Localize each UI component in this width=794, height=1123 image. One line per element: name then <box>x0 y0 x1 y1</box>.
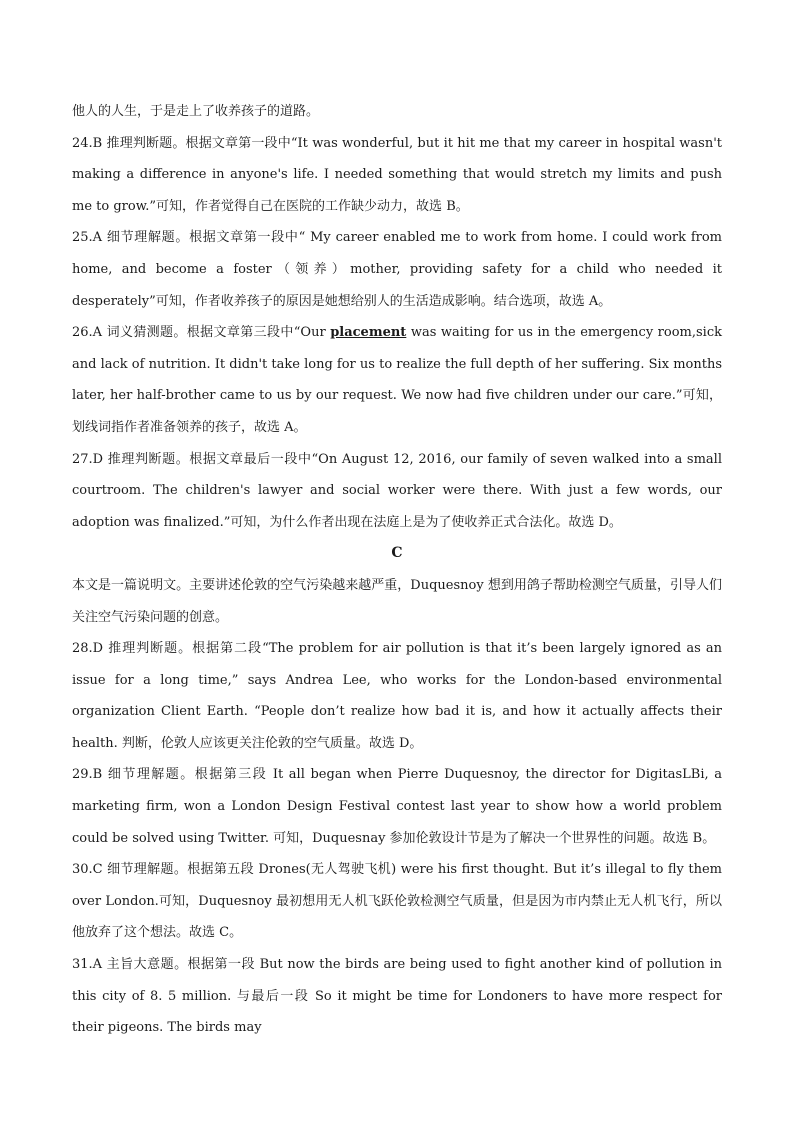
paragraph-continuation: 他人的人生，于是走上了收养孩子的道路。 <box>72 104 320 119</box>
answer-29-explanation: 29.B 细节理解题。根据第三段 It all began when Pierre Duquesnoy, the director for DigitasLBi, a marketing firm, won a London Design Festival contest last year to show how a world problem could be solved using Twitter. 可知，Duquesnay 参加伦敦设计节是为了解决一个世界性的问题。故选 B。 <box>72 767 722 846</box>
answer-24-explanation: 24.B 推理判断题。根据文章第一段中“It was wonderful, but it hit me that my career in hospital wasn't making a difference in anyone's life. I needed something that would stretch my limits and push me to grow.”可知，作者觉得自己在医院的工作缺少动力，故选 B。 <box>72 135 722 214</box>
passage-c-intro: 本文是一篇说明文。主要讲述伦敦的空气污染越来越严重，Duquesnoy 想到用鸽子帮助检测空气质量，引导人们关注空气污染问题的创意。 <box>72 577 722 625</box>
answer-28-explanation: 28.D 推理判断题。根据第二段“The problem for air pollution is that it’s been largely ignored as an issue for a long time,” says Andrea Lee, who works for the London-based environmental organization Client Earth. “People don’t realize how bad it is, and how it actually affects their health. 判断，伦敦人应该更关注伦敦的空气质量。故选 D。 <box>72 641 722 751</box>
answer-26-text-before: 26.A 词义猜测题。根据文章第三段中“Our <box>72 325 331 341</box>
answer-26-text-after: was waiting for us in the emergency room,sick and lack of nutrition. It didn't take long for us to realize the full depth of her suffering. Six months later, her half-brother came to us by our request. We now had five children under our care.”可知，划线词指作者准备领养的孩子，故选 A。 <box>72 325 722 435</box>
answer-27-explanation: 27.D 推理判断题。根据文章最后一段中“On August 12, 2016, our family of seven walked into a small courtroom. The children's lawyer and social worker were there. With just a few words, our adoption was finalized.”可知，为什么作者出现在法庭上是为了使收养正式合法化。故选 D。 <box>72 451 722 530</box>
section-heading-c: C <box>391 545 403 562</box>
answer-25-explanation: 25.A 细节理解题。根据文章第一段中“ My career enabled me to work from home. I could work from home, and become a foster（领养）mother, providing safety for a child who needed it desperately”可知，作者收养孩子的原因是她想给别人的生活造成影响。结合选项，故选 A。 <box>72 230 722 309</box>
answer-31-explanation: 31.A 主旨大意题。根据第一段 But now the birds are being used to fight another kind of pollution in this city of 8. 5 million. 与最后一段 So it might be time for Londoners to have more respect for their pigeons. The birds may <box>72 957 722 1036</box>
answer-26-explanation <box>72 317 722 443</box>
underlined-word-placement: placement <box>330 325 407 341</box>
answer-30-explanation: 30.C 细节理解题。根据第五段 Drones(无人驾驶飞机) were his first thought. But it’s illegal to fly them over London.可知，Duquesnoy 最初想用无人机飞跃伦敦检测空气质量，但是因为市内禁止无人机飞行，所以他放弃了这个想法。故选 C。 <box>72 862 722 941</box>
answer-explanations <box>72 96 722 1044</box>
